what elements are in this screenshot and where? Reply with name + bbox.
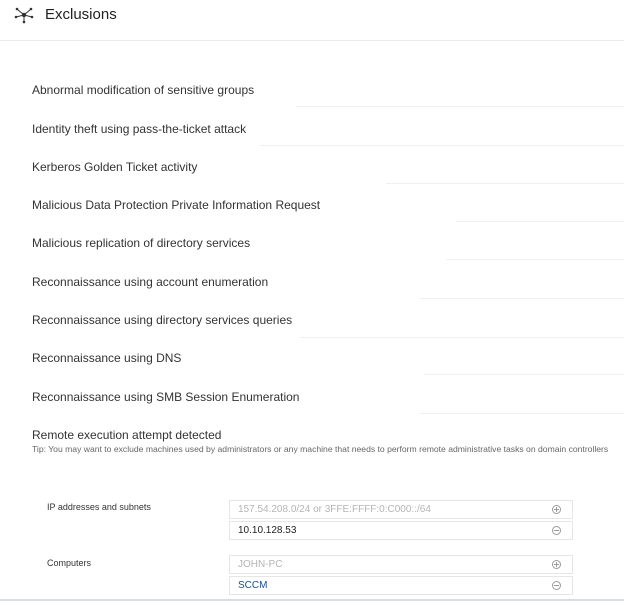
divider [424,374,624,375]
remove-computer-icon[interactable] [552,581,561,590]
page-header [0,0,624,41]
ip-section-label: IP addresses and subnets [47,502,151,512]
divider [420,413,624,414]
divider [456,221,624,222]
computers-section-label: Computers [47,558,92,568]
detection-item-golden-ticket[interactable]: Kerberos Golden Ticket activity [32,160,198,174]
detection-item-dns[interactable]: Reconnaissance using DNS [32,351,182,365]
computer-entry-row [229,576,573,595]
divider [386,183,624,184]
divider [296,106,624,107]
add-computer-icon[interactable] [552,560,561,569]
detection-item-abnormal-modification[interactable]: Abnormal modification of sensitive groups [32,83,255,97]
computer-entry-value[interactable]: SCCM [238,580,268,591]
divider [446,259,624,260]
ip-address-field [229,500,573,519]
remove-ip-icon[interactable] [552,526,561,535]
network-icon [14,6,34,24]
ip-entry-row [229,521,573,540]
divider [420,298,624,299]
detection-item-remote-execution[interactable]: Remote execution attempt detected [32,428,222,442]
divider [260,145,624,146]
detection-item-pass-the-ticket[interactable]: Identity theft using pass-the-ticket attack [32,122,247,136]
computer-input[interactable] [238,556,538,573]
ip-entry-value: 10.10.128.53 [238,525,297,536]
page-title: Exclusions [45,6,117,23]
bottom-border [0,599,624,601]
detection-item-account-enumeration[interactable]: Reconnaissance using account enumeration [32,275,269,289]
tip-text: Tip: You may want to exclude machines used by administrators or any machine that needs to perform remote administrative tasks on domain controllers [32,444,609,454]
detection-item-directory-services-queries[interactable]: Reconnaissance using directory services queries [32,313,293,327]
add-ip-icon[interactable] [552,505,561,514]
computer-field [229,555,573,574]
detection-item-smb-session-enumeration[interactable]: Reconnaissance using SMB Session Enumeration [32,390,300,404]
ip-address-input[interactable] [238,501,538,518]
detection-item-replication[interactable]: Malicious replication of directory services [32,236,251,250]
detection-item-data-protection-request[interactable]: Malicious Data Protection Private Information Request [32,198,321,212]
divider [300,337,624,338]
